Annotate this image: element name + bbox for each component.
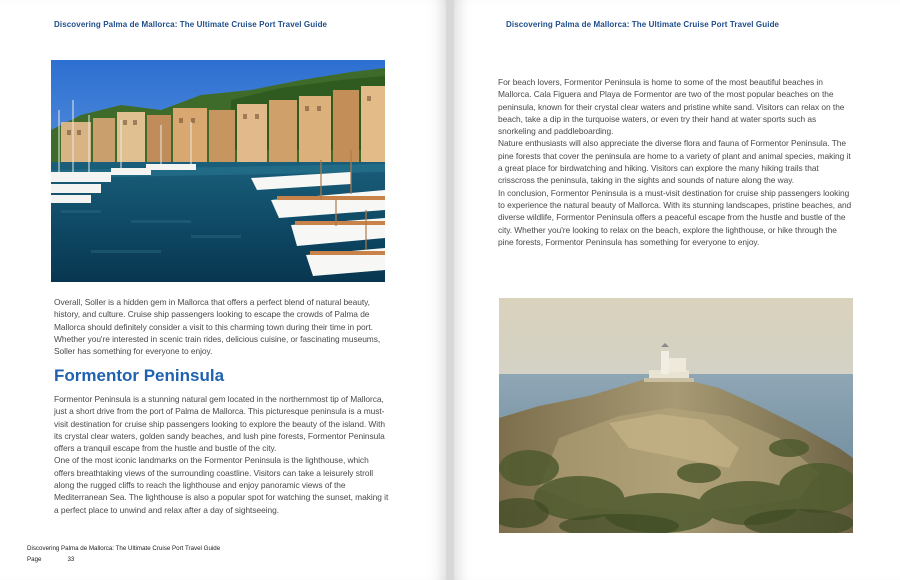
soller-paragraph-text: Overall, Soller is a hidden gem in Mallorca that offers a perfect blend of natural beauty, history, and culture. Cruise ship passengers looking to escape the crowds of Palma de Mallorca should definitely consider a visit to this charming town during their time in port. Whether you're interested in scenic train rides, delicious cuisine, or fascinating museums, Soller has something for everyone to enjoy. — [54, 297, 381, 357]
right-page — [454, 0, 900, 580]
formentor-paragraph-2: One of the most iconic landmarks on the Formentor Peninsula is the lighthouse, which offers breathtaking views of the surrounding coastline. Visitors can take a leisurely stroll along the rugged cliffs to reach the lighthouse and enjoy panoramic views of the Mediterranean Sea. The lighthouse is also a popular spot for watching the sunset, making it a perfect place to unwind and relax after a day of sightseeing. — [54, 455, 389, 515]
footer-page — [27, 556, 74, 563]
formentor-continued-text — [498, 76, 854, 248]
formentor-paragraph-1: Formentor Peninsula is a stunning natural gem located in the northernmost tip of Mallorca, just a short drive from the port of Palma de Mallorca. This picturesque peninsula is a must-visit destination for cruise ship passengers looking to explore the beauty of the island. With its crystal clear waters, golden sandy beaches, and lush pine forests, Formentor Peninsula offers a tranquil escape from the hustle and bustle of the city. — [54, 394, 385, 454]
running-head: Discovering Palma de Mallorca: The Ultimate Cruise Port Travel Guide — [54, 20, 328, 29]
footer-page-label: Page — [27, 556, 42, 563]
formentor-lighthouse-photo — [499, 298, 853, 533]
footer-page-number: 33 — [67, 556, 75, 563]
soller-harbor-photo — [51, 60, 385, 282]
soller-harbor-illustration — [51, 60, 385, 282]
nature-paragraph: Nature enthusiasts will also appreciate the diverse flora and fauna of Formentor Peninsula. The pine forests that cover the peninsula are home to a variety of plant and animal species, making it a great place for birdwatching and hiking. Visitors can explore the many hiking trails that crisscross the peninsula, taking in the sights and sounds of nature along the way. — [498, 138, 851, 186]
left-page — [0, 0, 446, 580]
section-heading: Formentor Peninsula — [54, 366, 225, 385]
footer-title: Discovering Palma de Mallorca: The Ultimate Cruise Port Travel Guide — [27, 545, 221, 552]
book-gutter — [446, 0, 454, 580]
running-head-right: Discovering Palma de Mallorca: The Ultimate Cruise Port Travel Guide — [506, 20, 780, 29]
lighthouse-illustration — [499, 298, 853, 533]
formentor-intro-text — [54, 393, 389, 516]
beaches-paragraph: For beach lovers, Formentor Peninsula is home to some of the most beautiful beaches in Mallorca. Cala Figuera and Playa de Formentor are two of the most popular beaches on the peninsula, known for their crystal clear waters and pristine white sand. Visitors can relax on the beach, take a dip in the turquoise waters, or even try their hand at water sports such as snorkeling and paddleboarding. — [498, 77, 845, 137]
soller-paragraph — [54, 296, 389, 357]
conclusion-paragraph: In conclusion, Formentor Peninsula is a must-visit destination for cruise ship passengers looking to experience the natural beauty of Mallorca. With its stunning landscapes, pristine beaches, and diverse wildlife, Formentor Peninsula offers a peaceful escape from the hustle and bustle of the city. Whether you're looking to relax on the beach, explore the lighthouse, or hike through the pine forests, Formentor Peninsula has something for everyone to enjoy. — [498, 187, 852, 247]
